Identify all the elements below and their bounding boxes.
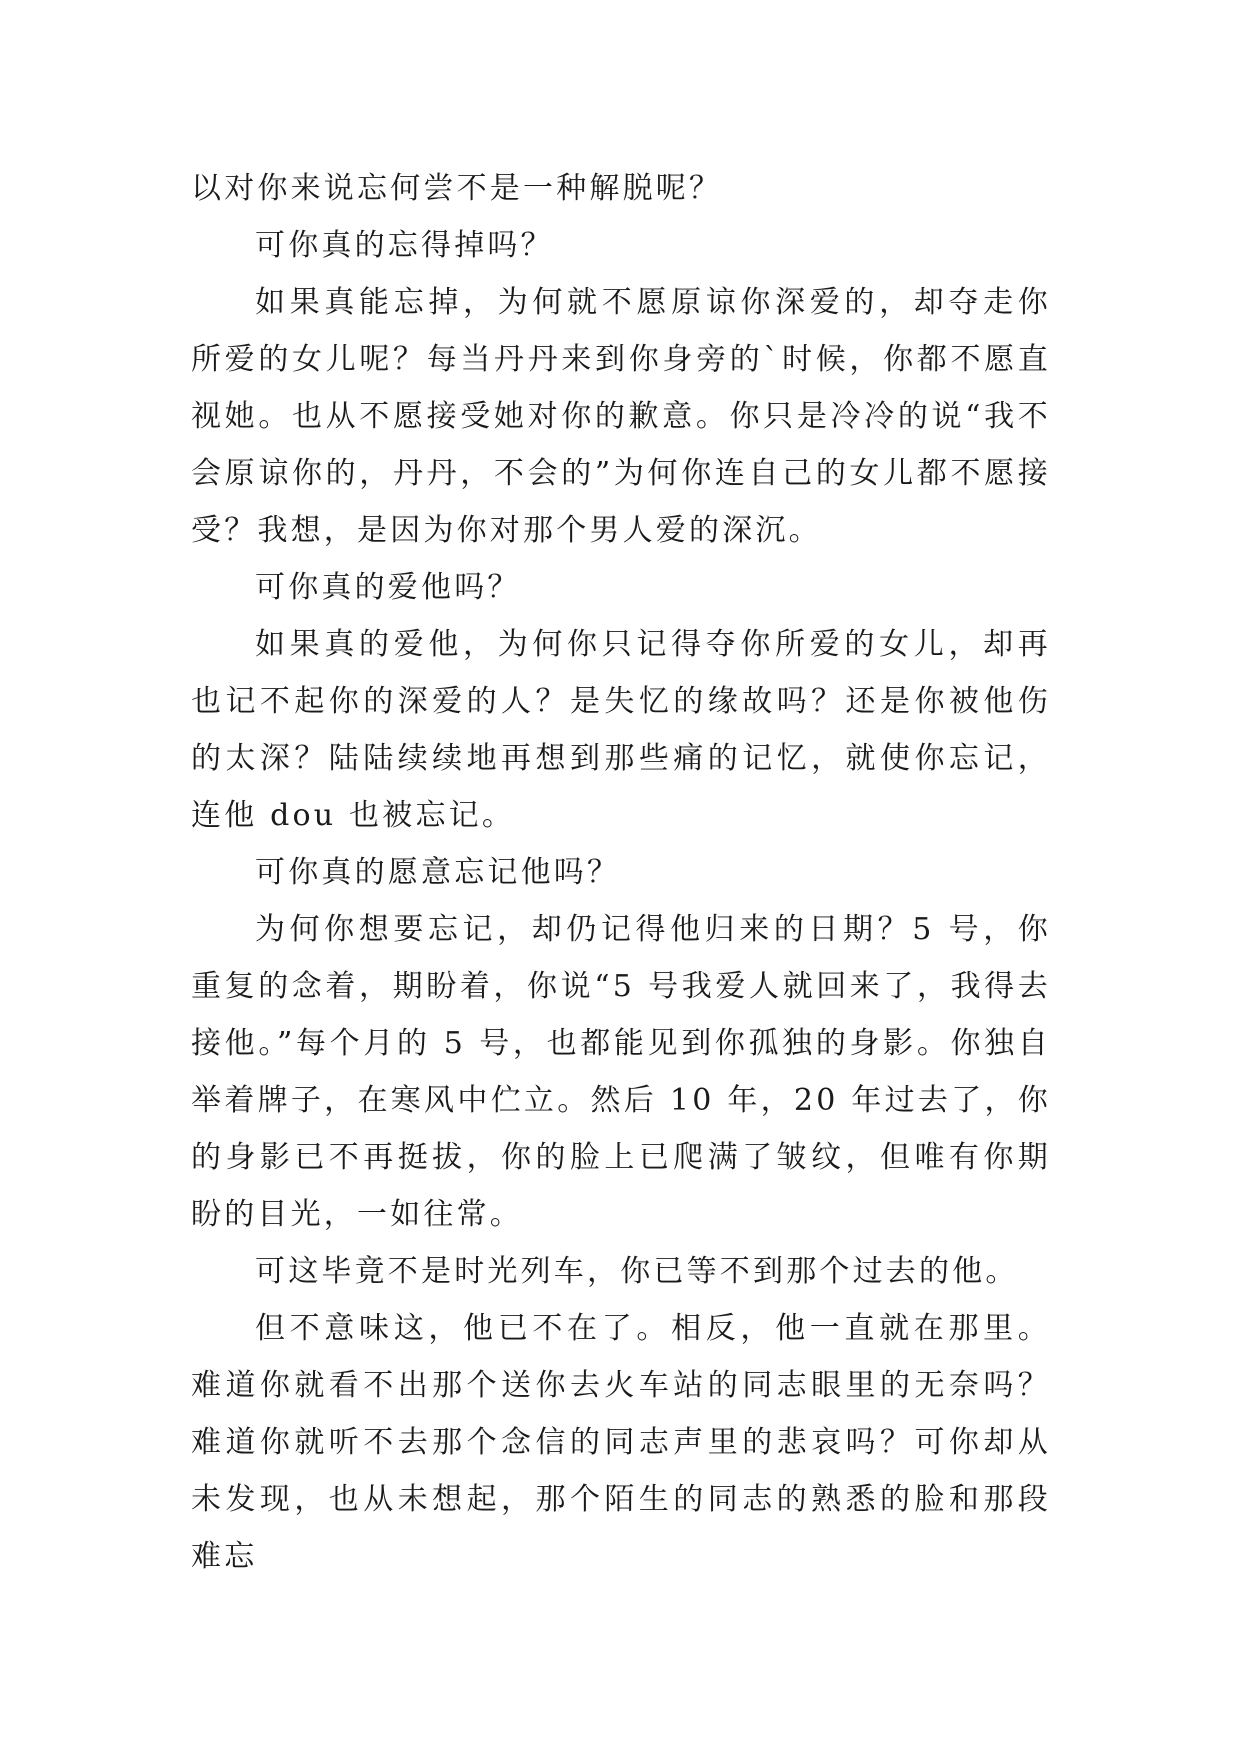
paragraph-5: 如果真的爱他，为何你只记得夺你所爱的女儿，却再也记不起你的深爱的人？是失忆的缘故吗？还是你被他伤的太深？陆陆续续地再想到那些痛的记忆，就使你忘记，连他 dou 也被忘记。: [191, 627, 1051, 833]
body-text: [191, 160, 1051, 1585]
paragraph-6: 可你真的愿意忘记他吗？: [255, 855, 621, 890]
paragraph-1: 以对你来说忘何尝不是一种解脱呢？: [191, 171, 723, 206]
paragraph-2: 可你真的忘得掉吗？: [255, 228, 554, 263]
paragraph-9: 但不意味这，他已不在了。相反，他一直就在那里。难道你就看不出那个送你去火车站的同志眼里的无奈吗？难道你就听不去那个念信的同志声里的悲哀吗？可你却从未发现，也从未想起，那个陌生的同志的熟悉的脸和那段难忘: [191, 1311, 1051, 1574]
paragraph-8: 可这毕竟不是时光列车，你已等不到那个过去的他。: [255, 1254, 1019, 1289]
paragraph-4: 可你真的爱他吗？: [255, 570, 521, 605]
paragraph-3: 如果真能忘掉，为何就不愿原谅你深爱的，却夺走你所爱的女儿呢？每当丹丹来到你身旁的`时候，你都不愿直视她。也从不愿接受她对你的歉意。你只是冷冷的说“我不会原谅你的，丹丹，不会的”为何你连自己的女儿都不愿接受？我想，是因为你对那个男人爱的深沉。: [191, 285, 1051, 548]
paragraph-7: 为何你想要忘记，却仍记得他归来的日期？5 号，你重复的念着，期盼着，你说“5 号我爱人就回来了，我得去接他。”每个月的 5 号，也都能见到你孤独的身影。你独自举着牌子，在寒风中伫立。然后 10 年，20 年过去了，你的身影已不再挺拔，你的脸上已爬满了皱纹，但唯有你期盼的目光，一如往常。: [191, 912, 1051, 1232]
